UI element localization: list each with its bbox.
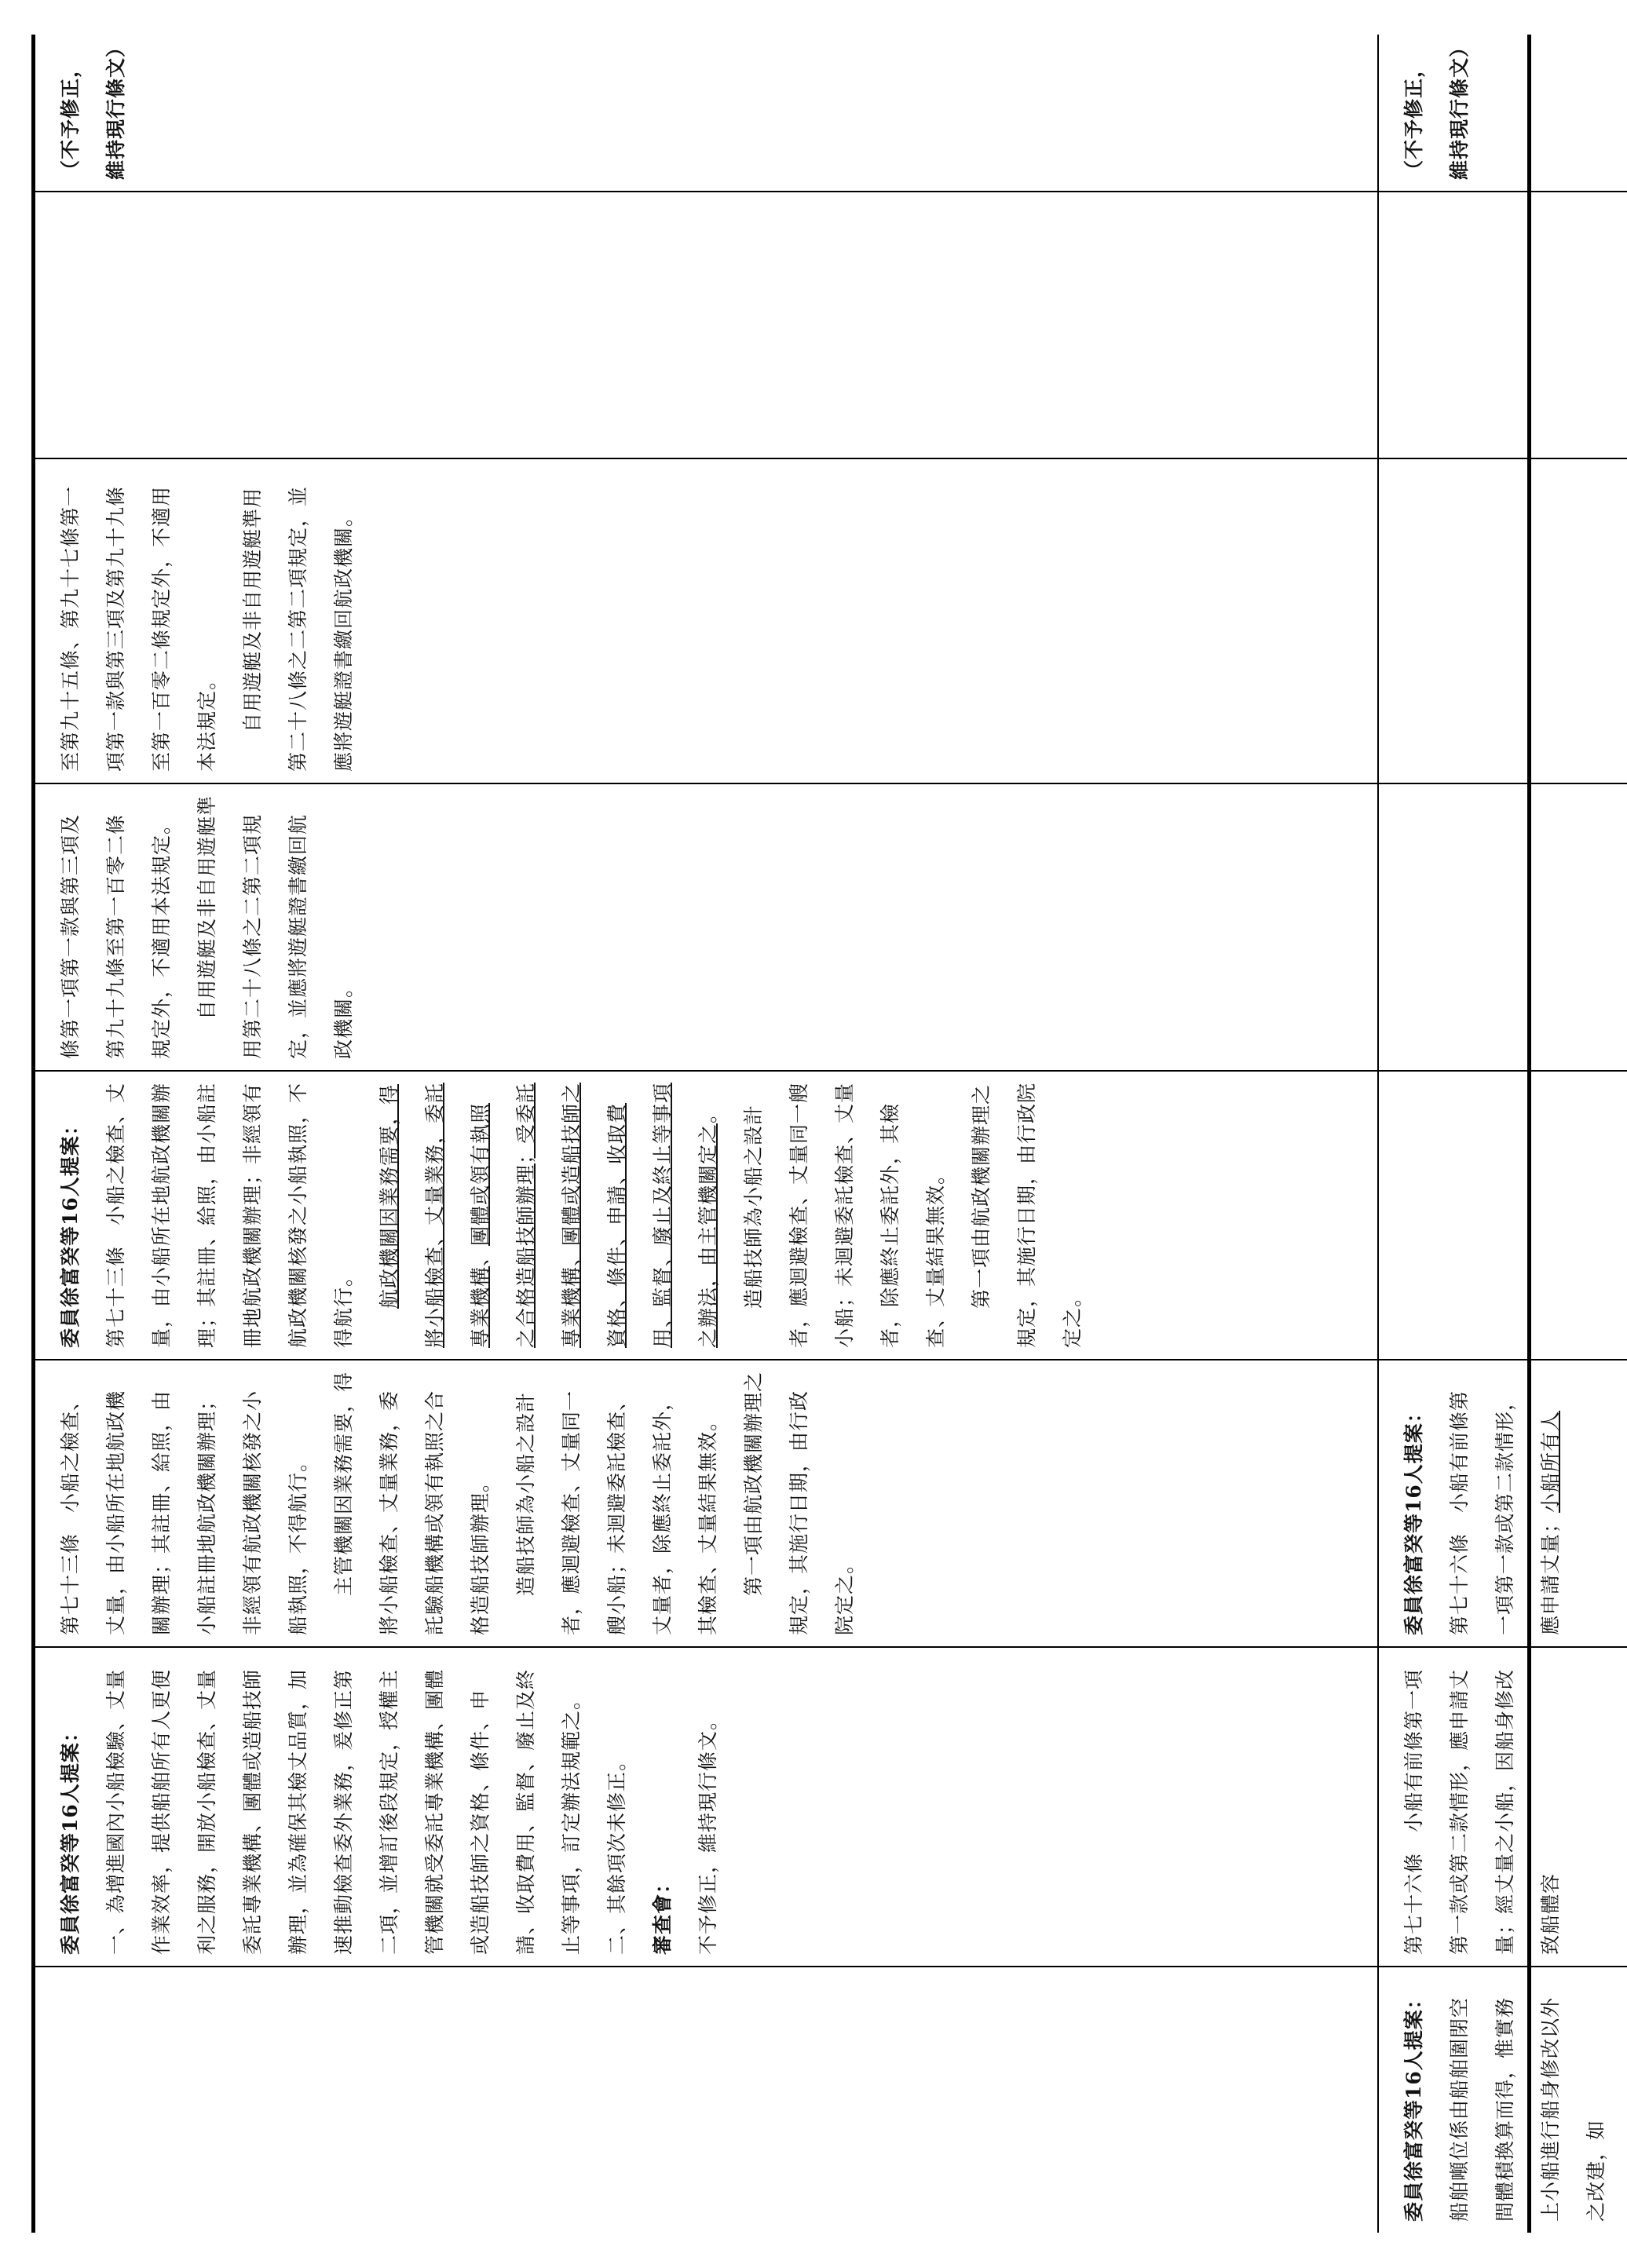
continuation-line: 至第九十五條、第九十七條第一項第一款與第三項及第九十九條至第一百零二條規定外，不適用本法規定。 xyxy=(59,485,218,772)
amended-text: 專業機構 xyxy=(469,1265,492,1348)
explanation-text: 船舶噸位係由船舶圍閉空間體積換算而得，惟實務上小船進行船身修改以外之改建，如 xyxy=(1448,1996,1607,2222)
empty-cell xyxy=(1378,458,1627,783)
empty-cell xyxy=(1378,783,1627,1071)
explanation-cell-row2 xyxy=(1378,1967,1627,2233)
empty-cell xyxy=(1378,1071,1627,1360)
continuation-cell-b xyxy=(35,458,1378,783)
article-text: 第七十六條 小船有前條第一項第一款或第二款情形，應申請丈量； xyxy=(1448,1390,1562,1635)
explanation-item-2: 二、其餘項次未修正。 xyxy=(605,1750,628,1955)
continuation-line: 條第一項第一款與第三項及第九十九條至第一百零二條規定外，不適用本法規定。 xyxy=(59,813,173,1059)
table-row xyxy=(1378,35,1627,2233)
current-article-76-cell xyxy=(1378,1647,1627,1967)
note-cell xyxy=(1378,35,1627,192)
current-article-cell xyxy=(35,1360,1378,1647)
no-amendment-note: （不予修正，維持現行條文） xyxy=(1402,36,1471,180)
punctuation: 。 xyxy=(697,1102,719,1123)
table-row xyxy=(35,35,1378,2233)
punctuation: 、 xyxy=(469,1245,492,1266)
proposed-73-para-1: 第七十三條 小船之檢查、丈量，由小船所在地航政機關辦理；其註冊、給照，由小船註冊地航政機關辦理；非經領有航政機關核發之小船執照，不得航行。 xyxy=(104,1082,355,1348)
review-heading: 審查會： xyxy=(651,1872,674,1955)
empty-cell xyxy=(1378,192,1627,458)
proposed-article-76-cell xyxy=(1378,1360,1627,1647)
explanation-item-1: 一、為增進國內小船檢驗、丈量作業效率，提供船舶所有人更便利之服務，開放小船檢查、丈量委託專業機構、團體或造船技師辦理，並為確保其檢丈品質，加速推動檢查委外業務，爰修正第二項，並增訂後段規定，授權主管機關就受委託專業機構、團體或造船技師之資格、條件、申請、收取費用、監督、廢止及終止等事項，訂定辦法規範之。 xyxy=(104,1668,583,1955)
proposer-heading: 委員徐富癸等16人提案： xyxy=(1402,1402,1425,1635)
article-73-para-3: 造船技師為小船之設計者，應迴避檢查、丈量同一艘小船；未迴避委託檢查、丈量者，除應終止委託外，其檢查、丈量結果無效。 xyxy=(514,1390,719,1635)
proposer-heading: 委員徐富癸等16人提案： xyxy=(59,1722,82,1955)
proposed-73-para-4: 第一項由航政機關辦理之規定，其施行日期，由行政院定之。 xyxy=(970,1082,1084,1348)
amended-text: 小船所有人 xyxy=(1539,1410,1562,1513)
no-amendment-note: （不予修正，維持現行條文） xyxy=(59,36,127,180)
amendment-comparison-table xyxy=(35,35,1627,2233)
amended-text: 航政機關因業務需要，得將小船檢查、丈量業務，委託 xyxy=(378,1082,446,1348)
review-decision: 不予修正，維持現行條文。 xyxy=(697,1709,719,1955)
empty-cell xyxy=(35,192,1378,458)
proposed-76-text xyxy=(1437,1371,1574,1635)
continuation-cell-a xyxy=(35,783,1378,1071)
proposed-73-para-2 xyxy=(367,1083,731,1348)
explanation-cell-row1 xyxy=(35,1967,1378,2233)
article-73-para-4: 第一項由航政機關辦理之規定，其施行日期，由行政院定之。 xyxy=(742,1371,856,1635)
proposed-73-para-3: 造船技師為小船之設計者，應迴避檢查、丈量同一艘小船；未迴避委託檢查、丈量者，除應終止委託外，其檢查、丈量結果無效。 xyxy=(742,1082,947,1348)
continuation-line: 自用遊艇及非自用遊艇準用第二十八條之二第二項規定，並應將遊艇證書繳回航政機關。 xyxy=(196,794,355,1059)
proposed-article-cell xyxy=(35,1071,1378,1360)
proposer-heading: 委員徐富癸等16人提案： xyxy=(1402,1989,1425,2222)
continuation-line: 自用遊艇及非自用遊艇準用第二十八條之二第二項規定，並應將遊艇證書繳回航政機關。 xyxy=(241,485,355,772)
proposer-heading: 委員徐富癸等16人提案： xyxy=(59,1115,82,1348)
proposal-explanation-cell xyxy=(35,1647,1378,1967)
note-cell xyxy=(35,35,1378,192)
article-73-para-2: 主管機關因業務需要，得將小船檢查、丈量業務，委託驗船機構或領有執照之合格造船技師辦理。 xyxy=(332,1371,492,1635)
comparison-table-sheet xyxy=(31,35,1607,2233)
article-73-para-1: 第七十三條 小船之檢查、丈量，由小船所在地航政機關辦理；其註冊、給照，由小船註冊地航政機關辦理；非經領有航政機關核發之小船執照，不得航行。 xyxy=(59,1390,309,1635)
article-76-text: 第七十六條 小船有前條第一項第一款或第二款情形，應申請丈量；經丈量之小船，因船身修改致船體容 xyxy=(1402,1668,1562,1955)
amended-text: 團體或領有執照之合格造船技師辦理；受委託專業機構、團體或造船技師之資格、條件、申請、收取費用、監督、廢止及終止等事項之辦法，由主管機關定之 xyxy=(469,1082,719,1348)
